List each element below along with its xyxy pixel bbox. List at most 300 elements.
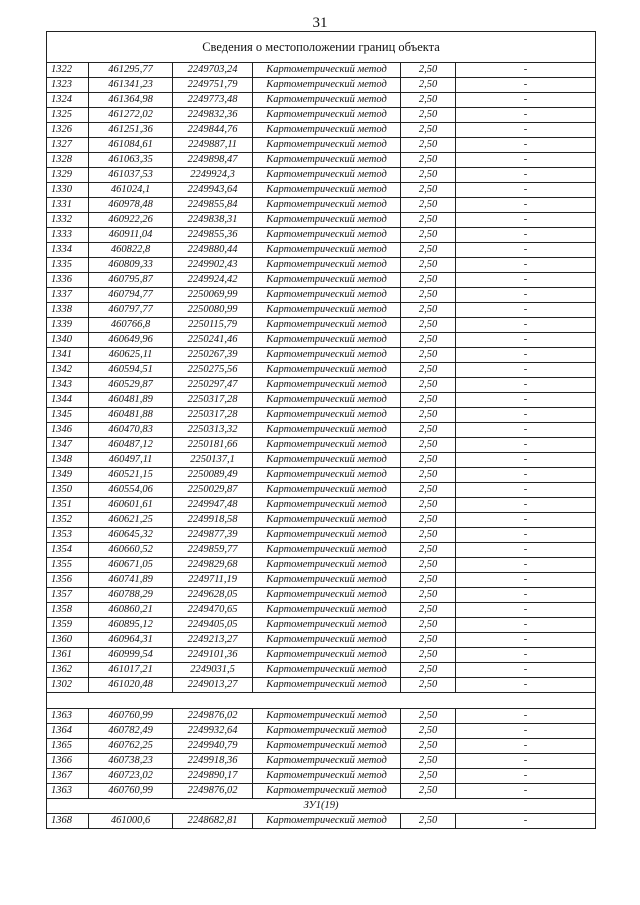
description-cell: - xyxy=(456,183,596,198)
point-number-cell: 1339 xyxy=(47,318,89,333)
description-cell: - xyxy=(456,468,596,483)
description-cell: - xyxy=(456,288,596,303)
y-coordinate-cell: 2249940,79 xyxy=(173,739,253,754)
method-cell: Картометрический метод xyxy=(253,648,401,663)
x-coordinate-cell: 460822,8 xyxy=(89,243,173,258)
point-number-cell: 1341 xyxy=(47,348,89,363)
accuracy-cell: 2,50 xyxy=(401,618,456,633)
y-coordinate-cell: 2249855,36 xyxy=(173,228,253,243)
x-coordinate-cell: 461024,1 xyxy=(89,183,173,198)
description-cell: - xyxy=(456,633,596,648)
point-number-cell: 1363 xyxy=(47,709,89,724)
method-cell: Картометрический метод xyxy=(253,618,401,633)
accuracy-cell: 2,50 xyxy=(401,213,456,228)
x-coordinate-cell: 461017,21 xyxy=(89,663,173,678)
accuracy-cell: 2,50 xyxy=(401,243,456,258)
method-cell: Картометрический метод xyxy=(253,573,401,588)
y-coordinate-cell: 2250317,28 xyxy=(173,393,253,408)
table-row xyxy=(47,273,596,288)
table-row xyxy=(47,483,596,498)
y-coordinate-cell: 2249877,39 xyxy=(173,528,253,543)
point-number-cell: 1357 xyxy=(47,588,89,603)
description-cell: - xyxy=(456,573,596,588)
method-cell: Картометрический метод xyxy=(253,78,401,93)
description-cell: - xyxy=(456,453,596,468)
point-number-cell: 1334 xyxy=(47,243,89,258)
x-coordinate-cell: 461272,02 xyxy=(89,108,173,123)
table-row xyxy=(47,78,596,93)
x-coordinate-cell: 461020,48 xyxy=(89,678,173,693)
accuracy-cell: 2,50 xyxy=(401,168,456,183)
table-row xyxy=(47,288,596,303)
table-row xyxy=(47,378,596,393)
x-coordinate-cell: 461364,98 xyxy=(89,93,173,108)
x-coordinate-cell: 460795,87 xyxy=(89,273,173,288)
point-number-cell: 1350 xyxy=(47,483,89,498)
point-number-cell: 1358 xyxy=(47,603,89,618)
method-cell: Картометрический метод xyxy=(253,138,401,153)
y-coordinate-cell: 2249887,11 xyxy=(173,138,253,153)
x-coordinate-cell: 460766,8 xyxy=(89,318,173,333)
point-number-cell: 1323 xyxy=(47,78,89,93)
method-cell: Картометрический метод xyxy=(253,198,401,213)
accuracy-cell: 2,50 xyxy=(401,754,456,769)
y-coordinate-cell: 2249943,64 xyxy=(173,183,253,198)
accuracy-cell: 2,50 xyxy=(401,273,456,288)
table-row xyxy=(47,709,596,724)
method-cell: Картометрический метод xyxy=(253,258,401,273)
accuracy-cell: 2,50 xyxy=(401,378,456,393)
x-coordinate-cell: 460860,21 xyxy=(89,603,173,618)
x-coordinate-cell: 460760,99 xyxy=(89,784,173,799)
accuracy-cell: 2,50 xyxy=(401,739,456,754)
table-row xyxy=(47,739,596,754)
point-number-cell: 1326 xyxy=(47,123,89,138)
description-cell: - xyxy=(456,78,596,93)
y-coordinate-cell: 2249876,02 xyxy=(173,784,253,799)
point-number-cell: 1365 xyxy=(47,739,89,754)
description-cell: - xyxy=(456,423,596,438)
method-cell: Картометрический метод xyxy=(253,303,401,318)
y-coordinate-cell: 2250181,66 xyxy=(173,438,253,453)
y-coordinate-cell: 2249924,42 xyxy=(173,273,253,288)
method-cell: Картометрический метод xyxy=(253,393,401,408)
accuracy-cell: 2,50 xyxy=(401,408,456,423)
table-row xyxy=(47,438,596,453)
table-row xyxy=(47,408,596,423)
point-number-cell: 1329 xyxy=(47,168,89,183)
accuracy-cell: 2,50 xyxy=(401,724,456,739)
method-cell: Картометрический метод xyxy=(253,378,401,393)
y-coordinate-cell: 2249703,24 xyxy=(173,63,253,78)
method-cell: Картометрический метод xyxy=(253,528,401,543)
boundary-coordinates-table xyxy=(46,31,596,829)
description-cell: - xyxy=(456,814,596,829)
method-cell: Картометрический метод xyxy=(253,288,401,303)
point-number-cell: 1343 xyxy=(47,378,89,393)
x-coordinate-cell: 460554,06 xyxy=(89,483,173,498)
accuracy-cell: 2,50 xyxy=(401,709,456,724)
point-number-cell: 1327 xyxy=(47,138,89,153)
method-cell: Картометрический метод xyxy=(253,228,401,243)
point-number-cell: 1360 xyxy=(47,633,89,648)
x-coordinate-cell: 460760,99 xyxy=(89,709,173,724)
table-row xyxy=(47,663,596,678)
point-number-cell: 1345 xyxy=(47,408,89,423)
description-cell: - xyxy=(456,588,596,603)
y-coordinate-cell: 2249829,68 xyxy=(173,558,253,573)
y-coordinate-cell: 2249101,36 xyxy=(173,648,253,663)
table-row xyxy=(47,333,596,348)
accuracy-cell: 2,50 xyxy=(401,814,456,829)
x-coordinate-cell: 460999,54 xyxy=(89,648,173,663)
point-number-cell: 1368 xyxy=(47,814,89,829)
point-number-cell: 1325 xyxy=(47,108,89,123)
y-coordinate-cell: 2250313,32 xyxy=(173,423,253,438)
y-coordinate-cell: 2249773,48 xyxy=(173,93,253,108)
description-cell: - xyxy=(456,138,596,153)
x-coordinate-cell: 460521,15 xyxy=(89,468,173,483)
y-coordinate-cell: 2250080,99 xyxy=(173,303,253,318)
x-coordinate-cell: 460911,04 xyxy=(89,228,173,243)
accuracy-cell: 2,50 xyxy=(401,468,456,483)
point-number-cell: 1361 xyxy=(47,648,89,663)
accuracy-cell: 2,50 xyxy=(401,63,456,78)
y-coordinate-cell: 2249902,43 xyxy=(173,258,253,273)
method-cell: Картометрический метод xyxy=(253,213,401,228)
method-cell: Картометрический метод xyxy=(253,243,401,258)
method-cell: Картометрический метод xyxy=(253,603,401,618)
x-coordinate-cell: 460621,25 xyxy=(89,513,173,528)
description-cell: - xyxy=(456,784,596,799)
point-number-cell: 1328 xyxy=(47,153,89,168)
accuracy-cell: 2,50 xyxy=(401,633,456,648)
description-cell: - xyxy=(456,363,596,378)
y-coordinate-cell: 2249628,05 xyxy=(173,588,253,603)
table-row xyxy=(47,423,596,438)
description-cell: - xyxy=(456,228,596,243)
point-number-cell: 1335 xyxy=(47,258,89,273)
description-cell: - xyxy=(456,333,596,348)
description-cell: - xyxy=(456,483,596,498)
accuracy-cell: 2,50 xyxy=(401,513,456,528)
method-cell: Картометрический метод xyxy=(253,123,401,138)
y-coordinate-cell: 2249838,31 xyxy=(173,213,253,228)
description-cell: - xyxy=(456,243,596,258)
accuracy-cell: 2,50 xyxy=(401,363,456,378)
y-coordinate-cell: 2250069,99 xyxy=(173,288,253,303)
description-cell: - xyxy=(456,198,596,213)
accuracy-cell: 2,50 xyxy=(401,543,456,558)
description-cell: - xyxy=(456,213,596,228)
point-number-cell: 1331 xyxy=(47,198,89,213)
accuracy-cell: 2,50 xyxy=(401,784,456,799)
point-number-cell: 1362 xyxy=(47,663,89,678)
y-coordinate-cell: 2249470,65 xyxy=(173,603,253,618)
y-coordinate-cell: 2249859,77 xyxy=(173,543,253,558)
group-separator-cell xyxy=(47,693,596,709)
method-cell: Картометрический метод xyxy=(253,438,401,453)
point-number-cell: 1359 xyxy=(47,618,89,633)
x-coordinate-cell: 461063,35 xyxy=(89,153,173,168)
x-coordinate-cell: 460964,31 xyxy=(89,633,173,648)
x-coordinate-cell: 460797,77 xyxy=(89,303,173,318)
table-row xyxy=(47,588,596,603)
accuracy-cell: 2,50 xyxy=(401,123,456,138)
x-coordinate-cell: 461295,77 xyxy=(89,63,173,78)
description-cell: - xyxy=(456,168,596,183)
section-label-row xyxy=(47,799,596,814)
point-number-cell: 1330 xyxy=(47,183,89,198)
point-number-cell: 1363 xyxy=(47,784,89,799)
point-number-cell: 1347 xyxy=(47,438,89,453)
table-row xyxy=(47,198,596,213)
table-row xyxy=(47,754,596,769)
description-cell: - xyxy=(456,258,596,273)
table-row xyxy=(47,228,596,243)
x-coordinate-cell: 460470,83 xyxy=(89,423,173,438)
accuracy-cell: 2,50 xyxy=(401,558,456,573)
x-coordinate-cell: 460487,12 xyxy=(89,438,173,453)
description-cell: - xyxy=(456,709,596,724)
point-number-cell: 1356 xyxy=(47,573,89,588)
method-cell: Картометрический метод xyxy=(253,498,401,513)
table-title: Сведения о местоположении границ объекта xyxy=(47,32,596,63)
method-cell: Картометрический метод xyxy=(253,93,401,108)
description-cell: - xyxy=(456,498,596,513)
method-cell: Картометрический метод xyxy=(253,483,401,498)
y-coordinate-cell: 2249013,27 xyxy=(173,678,253,693)
method-cell: Картометрический метод xyxy=(253,108,401,123)
table-row xyxy=(47,814,596,829)
y-coordinate-cell: 2249947,48 xyxy=(173,498,253,513)
method-cell: Картометрический метод xyxy=(253,333,401,348)
description-cell: - xyxy=(456,558,596,573)
x-coordinate-cell: 460788,29 xyxy=(89,588,173,603)
y-coordinate-cell: 2249405,05 xyxy=(173,618,253,633)
method-cell: Картометрический метод xyxy=(253,408,401,423)
x-coordinate-cell: 461251,36 xyxy=(89,123,173,138)
point-number-cell: 1338 xyxy=(47,303,89,318)
table-row xyxy=(47,633,596,648)
method-cell: Картометрический метод xyxy=(253,558,401,573)
y-coordinate-cell: 2250115,79 xyxy=(173,318,253,333)
y-coordinate-cell: 2249213,27 xyxy=(173,633,253,648)
accuracy-cell: 2,50 xyxy=(401,678,456,693)
method-cell: Картометрический метод xyxy=(253,769,401,784)
table-row xyxy=(47,558,596,573)
x-coordinate-cell: 460625,11 xyxy=(89,348,173,363)
x-coordinate-cell: 460782,49 xyxy=(89,724,173,739)
accuracy-cell: 2,50 xyxy=(401,153,456,168)
accuracy-cell: 2,50 xyxy=(401,769,456,784)
point-number-cell: 1333 xyxy=(47,228,89,243)
method-cell: Картометрический метод xyxy=(253,709,401,724)
point-number-cell: 1337 xyxy=(47,288,89,303)
accuracy-cell: 2,50 xyxy=(401,288,456,303)
method-cell: Картометрический метод xyxy=(253,513,401,528)
y-coordinate-cell: 2249876,02 xyxy=(173,709,253,724)
point-number-cell: 1340 xyxy=(47,333,89,348)
description-cell: - xyxy=(456,739,596,754)
y-coordinate-cell: 2250267,39 xyxy=(173,348,253,363)
x-coordinate-cell: 460738,23 xyxy=(89,754,173,769)
method-cell: Картометрический метод xyxy=(253,739,401,754)
section-label: ЗУ1(19) xyxy=(47,799,596,814)
point-number-cell: 1322 xyxy=(47,63,89,78)
y-coordinate-cell: 2249924,3 xyxy=(173,168,253,183)
description-cell: - xyxy=(456,273,596,288)
x-coordinate-cell: 460497,11 xyxy=(89,453,173,468)
description-cell: - xyxy=(456,754,596,769)
table-row xyxy=(47,63,596,78)
method-cell: Картометрический метод xyxy=(253,784,401,799)
method-cell: Картометрический метод xyxy=(253,348,401,363)
y-coordinate-cell: 2250297,47 xyxy=(173,378,253,393)
description-cell: - xyxy=(456,603,596,618)
x-coordinate-cell: 461037,53 xyxy=(89,168,173,183)
description-cell: - xyxy=(456,393,596,408)
method-cell: Картометрический метод xyxy=(253,663,401,678)
x-coordinate-cell: 460649,96 xyxy=(89,333,173,348)
table-row xyxy=(47,528,596,543)
accuracy-cell: 2,50 xyxy=(401,183,456,198)
accuracy-cell: 2,50 xyxy=(401,78,456,93)
table-row xyxy=(47,453,596,468)
method-cell: Картометрический метод xyxy=(253,183,401,198)
description-cell: - xyxy=(456,528,596,543)
description-cell: - xyxy=(456,438,596,453)
accuracy-cell: 2,50 xyxy=(401,318,456,333)
description-cell: - xyxy=(456,769,596,784)
x-coordinate-cell: 460481,88 xyxy=(89,408,173,423)
y-coordinate-cell: 2248682,81 xyxy=(173,814,253,829)
accuracy-cell: 2,50 xyxy=(401,198,456,213)
accuracy-cell: 2,50 xyxy=(401,438,456,453)
method-cell: Картометрический метод xyxy=(253,63,401,78)
x-coordinate-cell: 461084,61 xyxy=(89,138,173,153)
table-row xyxy=(47,618,596,633)
table-row xyxy=(47,138,596,153)
table-row xyxy=(47,318,596,333)
point-number-cell: 1332 xyxy=(47,213,89,228)
x-coordinate-cell: 460978,48 xyxy=(89,198,173,213)
x-coordinate-cell: 460671,05 xyxy=(89,558,173,573)
accuracy-cell: 2,50 xyxy=(401,393,456,408)
method-cell: Картометрический метод xyxy=(253,814,401,829)
accuracy-cell: 2,50 xyxy=(401,528,456,543)
x-coordinate-cell: 460809,33 xyxy=(89,258,173,273)
point-number-cell: 1353 xyxy=(47,528,89,543)
point-number-cell: 1342 xyxy=(47,363,89,378)
description-cell: - xyxy=(456,618,596,633)
table-row xyxy=(47,724,596,739)
table-row xyxy=(47,168,596,183)
x-coordinate-cell: 461000,6 xyxy=(89,814,173,829)
accuracy-cell: 2,50 xyxy=(401,603,456,618)
accuracy-cell: 2,50 xyxy=(401,138,456,153)
table-row xyxy=(47,348,596,363)
y-coordinate-cell: 2249890,17 xyxy=(173,769,253,784)
table-body xyxy=(47,32,596,829)
point-number-cell: 1354 xyxy=(47,543,89,558)
table-row xyxy=(47,258,596,273)
y-coordinate-cell: 2249880,44 xyxy=(173,243,253,258)
description-cell: - xyxy=(456,408,596,423)
description-cell: - xyxy=(456,348,596,363)
table-header-row xyxy=(47,32,596,63)
table-row xyxy=(47,784,596,799)
table-row xyxy=(47,183,596,198)
table-row xyxy=(47,468,596,483)
table-row xyxy=(47,769,596,784)
x-coordinate-cell: 460741,89 xyxy=(89,573,173,588)
accuracy-cell: 2,50 xyxy=(401,93,456,108)
group-separator-row xyxy=(47,693,596,709)
x-coordinate-cell: 460762,25 xyxy=(89,739,173,754)
point-number-cell: 1336 xyxy=(47,273,89,288)
method-cell: Картометрический метод xyxy=(253,153,401,168)
y-coordinate-cell: 2249918,36 xyxy=(173,754,253,769)
point-number-cell: 1349 xyxy=(47,468,89,483)
y-coordinate-cell: 2250029,87 xyxy=(173,483,253,498)
x-coordinate-cell: 460481,89 xyxy=(89,393,173,408)
y-coordinate-cell: 2249855,84 xyxy=(173,198,253,213)
y-coordinate-cell: 2249031,5 xyxy=(173,663,253,678)
method-cell: Картометрический метод xyxy=(253,423,401,438)
x-coordinate-cell: 460895,12 xyxy=(89,618,173,633)
point-number-cell: 1324 xyxy=(47,93,89,108)
y-coordinate-cell: 2249932,64 xyxy=(173,724,253,739)
accuracy-cell: 2,50 xyxy=(401,648,456,663)
description-cell: - xyxy=(456,63,596,78)
page-number: 31 xyxy=(312,15,328,31)
method-cell: Картометрический метод xyxy=(253,273,401,288)
table-row xyxy=(47,213,596,228)
table-row xyxy=(47,603,596,618)
x-coordinate-cell: 460660,52 xyxy=(89,543,173,558)
accuracy-cell: 2,50 xyxy=(401,228,456,243)
table-row xyxy=(47,393,596,408)
method-cell: Картометрический метод xyxy=(253,678,401,693)
accuracy-cell: 2,50 xyxy=(401,453,456,468)
table-row xyxy=(47,153,596,168)
y-coordinate-cell: 2249832,36 xyxy=(173,108,253,123)
description-cell: - xyxy=(456,123,596,138)
y-coordinate-cell: 2250137,1 xyxy=(173,453,253,468)
table-row xyxy=(47,573,596,588)
point-number-cell: 1302 xyxy=(47,678,89,693)
table-row xyxy=(47,678,596,693)
table-row xyxy=(47,363,596,378)
accuracy-cell: 2,50 xyxy=(401,573,456,588)
table-row xyxy=(47,543,596,558)
x-coordinate-cell: 460922,26 xyxy=(89,213,173,228)
accuracy-cell: 2,50 xyxy=(401,588,456,603)
accuracy-cell: 2,50 xyxy=(401,348,456,363)
y-coordinate-cell: 2250275,56 xyxy=(173,363,253,378)
description-cell: - xyxy=(456,93,596,108)
point-number-cell: 1344 xyxy=(47,393,89,408)
method-cell: Картометрический метод xyxy=(253,168,401,183)
point-number-cell: 1352 xyxy=(47,513,89,528)
point-number-cell: 1366 xyxy=(47,754,89,769)
y-coordinate-cell: 2249898,47 xyxy=(173,153,253,168)
x-coordinate-cell: 460529,87 xyxy=(89,378,173,393)
table-row xyxy=(47,108,596,123)
description-cell: - xyxy=(456,153,596,168)
description-cell: - xyxy=(456,663,596,678)
